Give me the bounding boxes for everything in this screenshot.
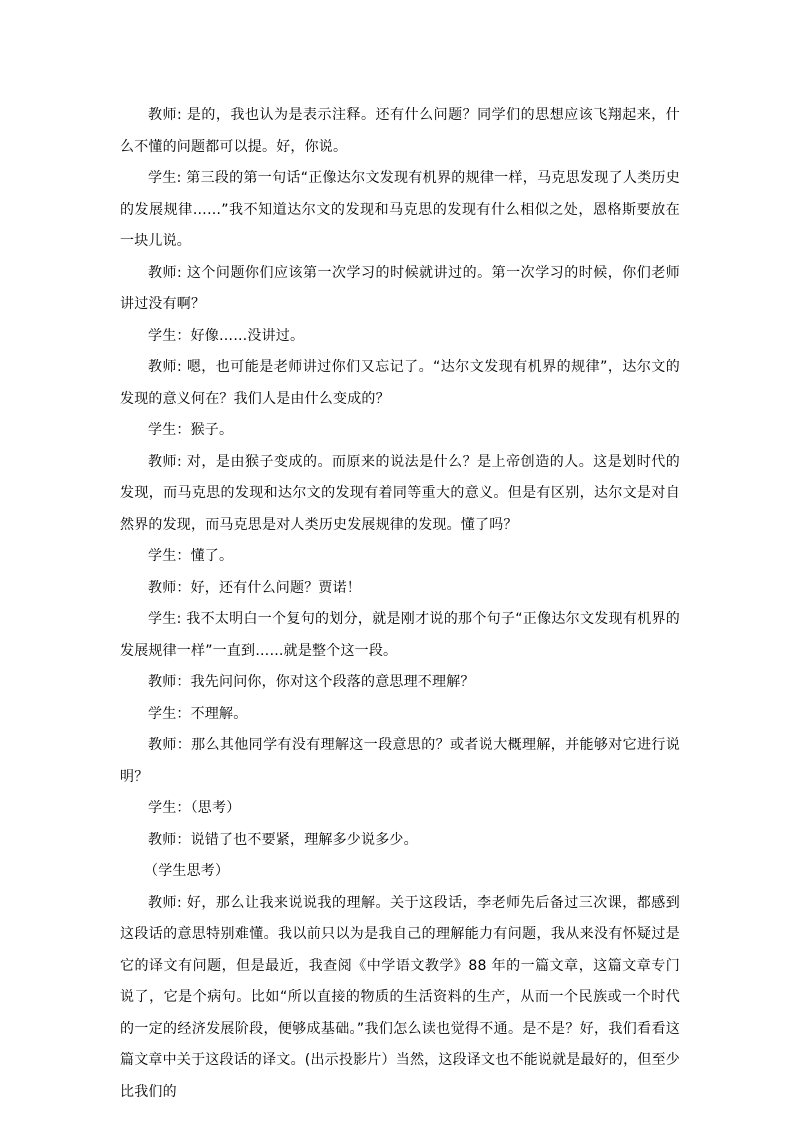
stage-direction: （学生思考）	[144, 863, 230, 879]
dialogue-paragraph: 教师: 对，是由猴子变成的。而原来的说法是什么？是上帝创造的人。这是划时代的发现，而马克思的发现和达尔文的发现有着同等重大的意义。但是有区别，达尔文是对自然界的发现，而马克思是对人类历史发展规律的发现。懂了吗？	[120, 453, 680, 533]
dialogue-paragraph: 教师: 嗯，也可能是老师讲过你们又忘记了。“达尔文发现有机界的规律”，达尔文的发现的意义何在？我们人是由什么变成的？	[120, 359, 680, 407]
dialogue-paragraph: 学生：好像……没讲过。	[148, 327, 305, 344]
dialogue-paragraph: 教师：我先问问你，你对这个段落的意思理不理解？	[148, 674, 475, 690]
dialogue-paragraph: 教师: 好，那么让我来说说我的理解。关于这段话，李老师先后备过三次课，都感到这段话的意思特别难懂。我以前只以为是我自己的理解能力有问题，我从来没有怀疑过是它的译文有问题，但是最近，我查阅《中学语文教学》88 年的一篇文章，这篇文章专门说了，它是个病句。比如“所以直接的物质的生活资料的生产，从而一个民族或一个时代的一定的经济发展阶段，便够成基础。”我们怎么读也觉得不通。是不是？好，我们看看这篇文章中关于这段话的译文。(出示投影片）当然，这段译文也不能说就是最好的，但至少比我们的	[120, 894, 680, 1100]
dialogue-paragraph: 学生：不理解。	[148, 705, 248, 722]
dialogue-paragraph: 教师: 是的，我也认为是表示注释。还有什么问题？同学们的思想应该飞翔起来，什么不懂的问题都可以提。好，你说。	[120, 107, 680, 155]
dialogue-paragraph: 教师：那么其他同学有没有理解这一段意思的？或者说大概理解，并能够对它进行说明？	[120, 737, 680, 785]
dialogue-paragraph: 学生: 我不太明白一个复句的划分，就是刚才说的那个句子“正像达尔文发现有机界的发展规律一样”一直到……就是整个这一段。	[120, 611, 680, 659]
dialogue-paragraph: 学生: 第三段的第一句话“正像达尔文发现有机界的规律一样，马克思发现了人类历史的发展规律……”我不知道达尔文的发现和马克思的发现有什么相似之处，恩格斯要放在一块儿说。	[120, 170, 680, 249]
dialogue-paragraph: 学生：懂了。	[148, 548, 234, 564]
dialogue-transcript	[120, 100, 680, 1108]
dialogue-paragraph: 教师：好，还有什么问题？贾诺！	[148, 579, 361, 596]
dialogue-paragraph: 学生：猴子。	[148, 422, 234, 438]
dialogue-paragraph: 学生：（思考）	[148, 800, 241, 816]
dialogue-paragraph: 教师: 这个问题你们应该第一次学习的时候就讲过的。第一次学习的时候，你们老师讲过没有啊？	[120, 264, 680, 312]
dialogue-paragraph: 教师：说错了也不要紧，理解多少说多少。	[148, 831, 418, 848]
